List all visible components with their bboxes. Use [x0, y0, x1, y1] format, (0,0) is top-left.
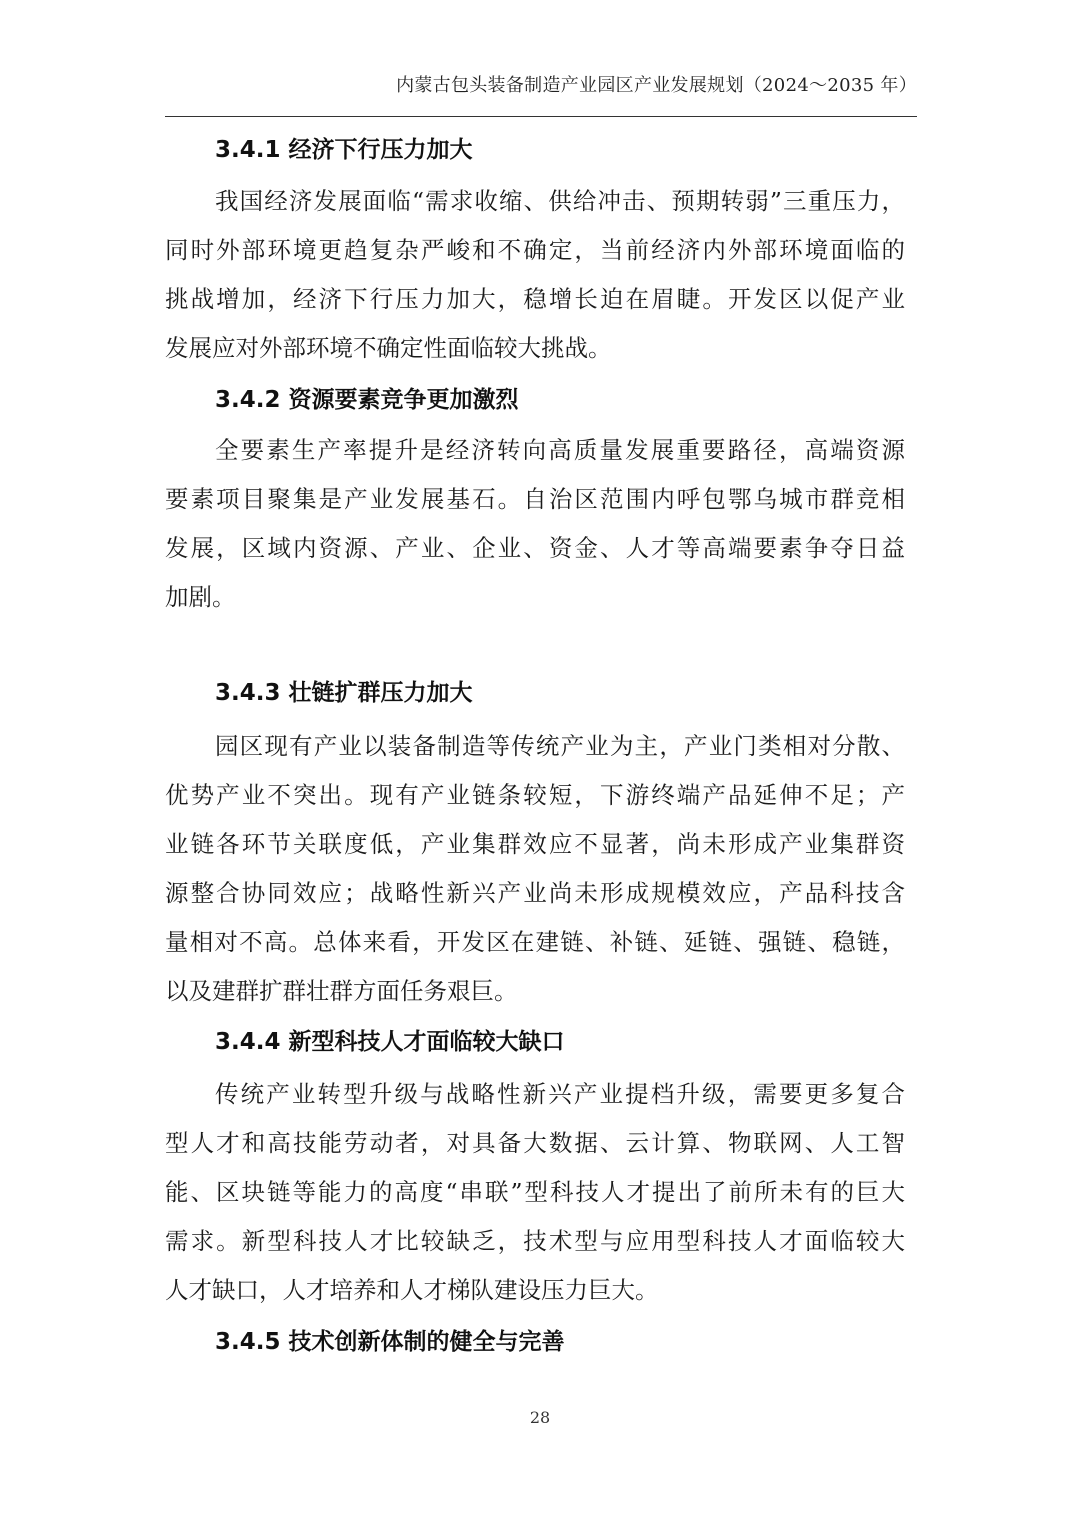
section-paragraph-3-4-1 — [165, 177, 905, 373]
page-number: 28 — [529, 1408, 551, 1427]
paragraph-line: 以及建群扩群壮群方面任务艰巨。 — [165, 977, 518, 1005]
paragraph-line: 量相对不高。总体来看，开发区在建链、补链、延链、强链、稳链， — [165, 928, 905, 956]
paragraph-line: 型人才和高技能劳动者，对具备大数据、云计算、物联网、人工智 — [165, 1129, 905, 1157]
paragraph-line: 业链各环节关联度低，产业集群效应不显著，尚未形成产业集群资 — [165, 830, 905, 858]
paragraph-line: 传统产业转型升级与战略性新兴产业提档升级，需要更多复合 — [215, 1080, 905, 1108]
paragraph-line: 挑战增加，经济下行压力加大，稳增长迫在眉睫。开发区以促产业 — [165, 285, 905, 313]
paragraph-line: 发展应对外部环境不确定性面临较大挑战。 — [165, 334, 612, 362]
header-rule — [165, 116, 917, 117]
paragraph-line: 要素项目聚集是产业发展基石。自治区范围内呼包鄂乌城市群竞相 — [165, 485, 905, 513]
section-heading-3-4-4: 3.4.4 新型科技人才面临较大缺口 — [215, 1029, 565, 1055]
section-heading-3-4-3: 3.4.3 壮链扩群压力加大 — [215, 680, 473, 706]
section-heading-3-4-2: 3.4.2 资源要素竞争更加激烈 — [215, 387, 519, 413]
section-paragraph-3-4-2 — [165, 426, 905, 622]
paragraph-line: 全要素生产率提升是经济转向高质量发展重要路径，高端资源 — [215, 436, 905, 464]
paragraph-line: 发展，区域内资源、产业、企业、资金、人才等高端要素争夺日益 — [165, 534, 905, 562]
paragraph-line: 人才缺口，人才培养和人才梯队建设压力巨大。 — [165, 1276, 659, 1304]
paragraph-line: 源整合协同效应；战略性新兴产业尚未形成规模效应，产品科技含 — [165, 879, 905, 907]
paragraph-line: 需求。新型科技人才比较缺乏，技术型与应用型科技人才面临较大 — [165, 1227, 905, 1255]
section-paragraph-3-4-3 — [165, 722, 905, 1016]
paragraph-line: 优势产业不突出。现有产业链条较短，下游终端产品延伸不足；产 — [165, 781, 905, 809]
section-heading-3-4-5: 3.4.5 技术创新体制的健全与完善 — [215, 1329, 565, 1355]
paragraph-line: 园区现有产业以装备制造等传统产业为主，产业门类相对分散、 — [215, 732, 905, 760]
section-heading-3-4-1: 3.4.1 经济下行压力加大 — [215, 137, 473, 163]
paragraph-line: 我国经济发展面临“需求收缩、供给冲击、预期转弱”三重压力， — [215, 187, 905, 215]
paragraph-line: 加剧。 — [165, 583, 236, 611]
section-paragraph-3-4-4 — [165, 1070, 905, 1315]
paragraph-line: 能、区块链等能力的高度“串联”型科技人才提出了前所未有的巨大 — [165, 1178, 905, 1206]
page-header: 内蒙古包头装备制造产业园区产业发展规划（2024～2035 年） — [396, 75, 917, 96]
paragraph-line: 同时外部环境更趋复杂严峻和不确定，当前经济内外部环境面临的 — [165, 236, 905, 264]
